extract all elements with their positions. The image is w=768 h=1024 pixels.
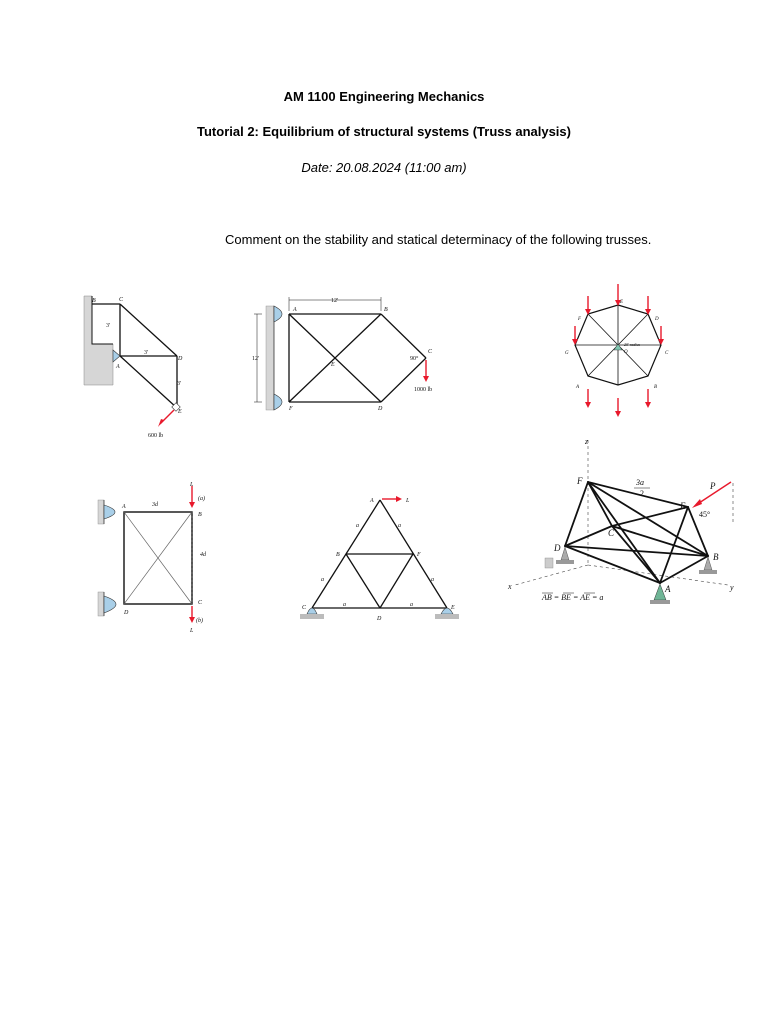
fig5-load-label: L	[406, 498, 410, 504]
instruction-text: Comment on the stability and statical determinacy of the following trusses.	[225, 232, 652, 247]
fig3-radius-label: 20' radius	[624, 342, 641, 347]
fig6-node-d: D	[554, 543, 561, 553]
fig5-dim-de: a	[410, 602, 413, 608]
truss-figure-5	[295, 490, 465, 630]
fig5-node-d: D	[377, 616, 382, 622]
fig4-load-bottom: L	[190, 628, 194, 634]
fig2-node-c: C	[428, 349, 433, 355]
fig6-angle-label: 45°	[699, 510, 711, 519]
fig4-case-b: (b)	[196, 618, 203, 624]
fig1-node-c: C	[119, 297, 124, 303]
fig3-node-b: B	[654, 385, 658, 390]
fig5-dim-ab: a	[356, 523, 359, 529]
fig6-node-a: A	[665, 584, 671, 594]
fig6-dim-numerator: 3a	[636, 478, 644, 487]
fig3-node-o: O	[624, 350, 628, 355]
fig2-angle-label: 90°	[410, 356, 419, 362]
fig6-node-b: B	[713, 552, 719, 562]
truss-figure-6	[490, 432, 745, 618]
fig3-node-f: F	[578, 317, 582, 322]
truss-figure-3	[555, 282, 685, 422]
fig6-axis-z: z	[585, 437, 589, 446]
fig2-node-b: B	[384, 307, 388, 313]
fig3-node-d: D	[655, 317, 659, 322]
fig4-case-a: (a)	[198, 496, 205, 502]
fig3-node-c: C	[665, 351, 669, 356]
fig3-node-g: G	[565, 351, 569, 356]
fig2-load-label: 1000 lb	[414, 387, 433, 393]
fig1-load-label: 600 lb	[148, 433, 164, 439]
fig5-node-c: C	[302, 605, 307, 611]
fig5-node-a: A	[370, 498, 374, 504]
fig5-dim-bc: a	[321, 577, 324, 583]
fig3-node-e: E	[620, 300, 624, 305]
fig5-node-b: B	[336, 552, 340, 558]
fig1-node-d: D	[178, 356, 183, 362]
fig5-dim-fe: a	[431, 577, 434, 583]
fig3-ring	[575, 305, 661, 385]
fig5-dim-af: a	[398, 523, 401, 529]
fig4-node-c: C	[198, 600, 203, 606]
tutorial-title: Tutorial 2: Equilibrium of structural systems (Truss analysis)	[197, 124, 571, 139]
fig1-dim-bc-height: 3'	[106, 323, 111, 329]
fig6-equation: AB = BE = AE = a	[542, 593, 604, 602]
fig5-node-f: F	[417, 552, 421, 558]
fig5-node-e: E	[451, 605, 455, 611]
fig4-node-d: D	[124, 610, 129, 616]
fig1-dim-ad: 3'	[144, 350, 149, 356]
fig6-node-f: F	[577, 476, 583, 486]
fig1-node-b: B	[92, 298, 96, 304]
fig4-dim-width: 3d	[152, 502, 158, 508]
fig2-node-a: A	[293, 307, 297, 313]
fig2-dim-height: 12'	[252, 356, 260, 362]
fig6-load-label: P	[710, 481, 716, 491]
fig6-axis-y: y	[730, 583, 734, 592]
course-title: AM 1100 Engineering Mechanics	[283, 89, 485, 104]
fig1-dim-de: 3'	[177, 381, 182, 387]
fig2-node-f: F	[289, 406, 293, 412]
fig3-node-a: A	[576, 385, 580, 390]
truss-figure-1	[80, 292, 210, 442]
fig4-load-top: L	[190, 482, 194, 488]
fig2-node-d: D	[378, 406, 383, 412]
fig2-node-e: E	[331, 362, 335, 368]
fig4-node-b: B	[198, 512, 202, 518]
fig4-dim-height: 4d	[200, 552, 206, 558]
truss-figure-4	[96, 480, 226, 636]
fig1-node-a: A	[116, 364, 120, 370]
fig4-node-a: A	[122, 504, 126, 510]
fig6-node-e: E	[680, 501, 686, 511]
fig6-node-c: C	[608, 528, 615, 538]
fig6-dim-denominator: 2	[640, 489, 644, 498]
fig6-axis-x: x	[508, 582, 512, 591]
tutorial-date: Date: 20.08.2024 (11:00 am)	[301, 160, 467, 175]
truss-figure-2	[250, 294, 450, 418]
fig1-node-e: E	[178, 409, 182, 415]
fig5-dim-cd: a	[343, 602, 346, 608]
fig2-dim-width: 12'	[331, 298, 339, 304]
